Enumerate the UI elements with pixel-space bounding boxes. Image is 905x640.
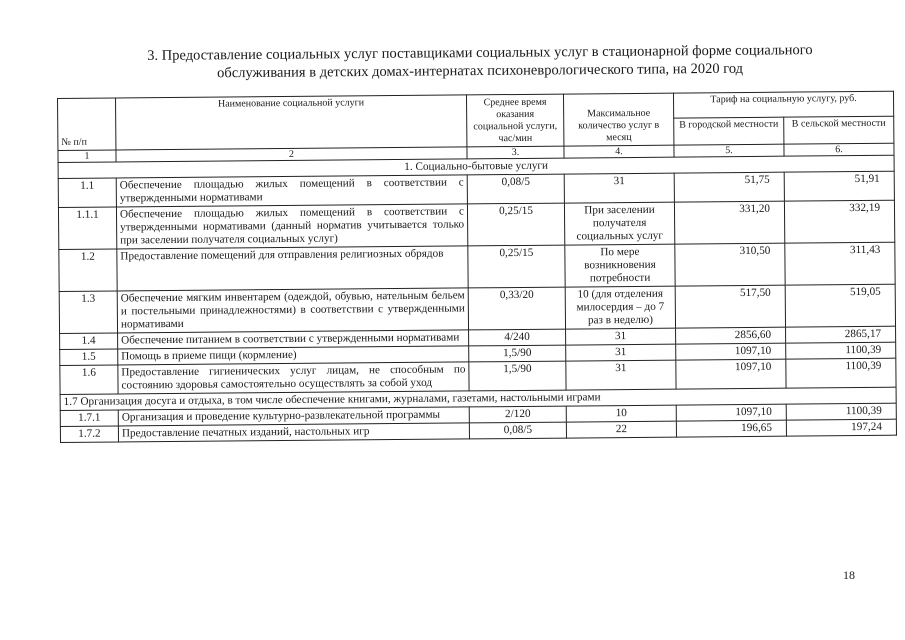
service-name: Предоставление помещений для отправления религиозных обрядов bbox=[117, 246, 468, 291]
colnum-2: 2 bbox=[116, 147, 467, 162]
service-name: Обеспечение мягким инвентарем (одеждой, обувью, нательным бельем и постельными принадлежностями) в соответствии с утвержденными нормативами bbox=[117, 288, 468, 333]
row-number: 1.2 bbox=[59, 249, 117, 292]
service-name: Помощь в приеме пищи (кормление) bbox=[118, 346, 469, 365]
tariff-table-sheet bbox=[57, 91, 896, 443]
service-time: 1,5/90 bbox=[469, 345, 566, 362]
row-number: 1.1.1 bbox=[58, 207, 116, 250]
tariff-city: 517,50 bbox=[675, 285, 785, 328]
service-time: 0,33/20 bbox=[468, 287, 565, 330]
service-max-count: 22 bbox=[566, 421, 676, 438]
tariff-rural: 332,19 bbox=[784, 200, 894, 243]
tariff-rural: 2865,17 bbox=[786, 326, 896, 343]
row-number: 1.7.2 bbox=[60, 426, 118, 443]
row-number: 1.6 bbox=[60, 365, 118, 395]
header-name: Наименование социальной услуги bbox=[116, 95, 467, 150]
service-max-count: 31 bbox=[566, 328, 676, 345]
row-number: 1.4 bbox=[60, 333, 118, 350]
service-time: 0,08/5 bbox=[467, 174, 564, 204]
service-time: 0,08/5 bbox=[469, 422, 566, 439]
header-time: Среднее время оказания социальной услуги, час/мин bbox=[466, 94, 563, 147]
title-line-1: 3. Предоставление социальных услуг поставщиками социальных услуг в стационарной форме социального bbox=[147, 42, 813, 64]
row-number: 1.7.1 bbox=[60, 410, 118, 427]
service-max-count: 31 bbox=[566, 344, 676, 361]
tariff-rural: 197,24 bbox=[786, 419, 896, 436]
table-row bbox=[59, 284, 895, 333]
table-row bbox=[59, 242, 895, 291]
service-time: 1,5/90 bbox=[469, 361, 566, 391]
row-number: 1.5 bbox=[60, 349, 118, 366]
header-max: Максимальное количество услуг в месяц bbox=[563, 93, 673, 146]
header-tarif: Тариф на социальную услугу, руб. bbox=[673, 91, 893, 118]
section-heading: 1. Социально-бытовые услуги bbox=[58, 155, 894, 178]
colnum-6: 6. bbox=[784, 143, 894, 156]
service-max-count: 31 bbox=[566, 360, 676, 390]
title-line-2: обслуживания в детских домах-интернатах психоневрологического типа, на 2020 год bbox=[217, 60, 744, 82]
tariff-city: 310,50 bbox=[675, 243, 785, 286]
service-name: Организация и проведение культурно-развлекательной программы bbox=[118, 407, 469, 426]
tariff-rural: 311,43 bbox=[785, 242, 895, 285]
tariff-city: 1097,10 bbox=[676, 359, 786, 389]
service-max-count: 31 bbox=[564, 173, 674, 203]
section-heading-1-7: 1.7 Организация досуга и отдыха, в том числе обеспечение книгами, журналами, газетами, настольными играми bbox=[60, 387, 896, 410]
colnum-4: 4. bbox=[564, 145, 674, 158]
service-name: Обеспечение площадью жилых помещений в соответствии с утвержденными нормативами (данный норматив учитывается только при заселении получателя социальных услуг) bbox=[116, 204, 467, 249]
colnum-1: 1 bbox=[58, 150, 116, 163]
tariff-rural: 519,05 bbox=[785, 284, 895, 327]
header-city: В городской местности bbox=[674, 117, 784, 145]
colnum-5: 5. bbox=[674, 144, 784, 157]
tariff-city: 1097,10 bbox=[676, 404, 786, 421]
row-number: 1.3 bbox=[59, 291, 117, 334]
service-name: Предоставление гигиенических услуг лицам, не способным по состоянию здоровья самостоятельно осуществлять за собой уход bbox=[118, 362, 469, 394]
tariff-rural: 51,91 bbox=[784, 171, 894, 201]
service-max-count: По мере возникновения потребности bbox=[565, 244, 675, 287]
tariff-city: 196,65 bbox=[676, 420, 786, 437]
tariff-city: 51,75 bbox=[674, 172, 784, 202]
service-time: 4/240 bbox=[469, 329, 566, 346]
service-time: 2/120 bbox=[469, 406, 566, 423]
tariff-city: 331,20 bbox=[674, 201, 784, 244]
header-num: № п/п bbox=[58, 98, 116, 151]
tariff-city: 2856,60 bbox=[676, 327, 786, 344]
tariff-rural: 1100,39 bbox=[786, 342, 896, 359]
tariff-table bbox=[57, 91, 897, 443]
service-name: Предоставление печатных изданий, настольных игр bbox=[118, 423, 469, 442]
page-number: 18 bbox=[843, 568, 855, 582]
service-max-count: При заселении получателя социальных услуг bbox=[564, 202, 674, 245]
tariff-rural: 1100,39 bbox=[786, 358, 896, 388]
service-time: 0,25/15 bbox=[467, 203, 564, 246]
tariff-city: 1097,10 bbox=[676, 343, 786, 360]
service-time: 0,25/15 bbox=[468, 245, 565, 288]
document-title bbox=[100, 41, 860, 84]
row-number: 1.1 bbox=[58, 178, 116, 208]
service-max-count: 10 bbox=[566, 405, 676, 422]
service-name: Обеспечение площадью жилых помещений в соответствии с утвержденными нормативами bbox=[116, 175, 467, 207]
service-name: Обеспечение питанием в соответствии с утвержденными нормативами bbox=[118, 330, 469, 349]
table-row bbox=[58, 200, 894, 249]
header-rural: В сельской местности bbox=[784, 116, 894, 144]
service-max-count: 10 (для отделения милосердия – до 7 раз в неделю) bbox=[565, 286, 675, 329]
colnum-3: 3. bbox=[467, 146, 564, 159]
tariff-rural: 1100,39 bbox=[786, 403, 896, 420]
